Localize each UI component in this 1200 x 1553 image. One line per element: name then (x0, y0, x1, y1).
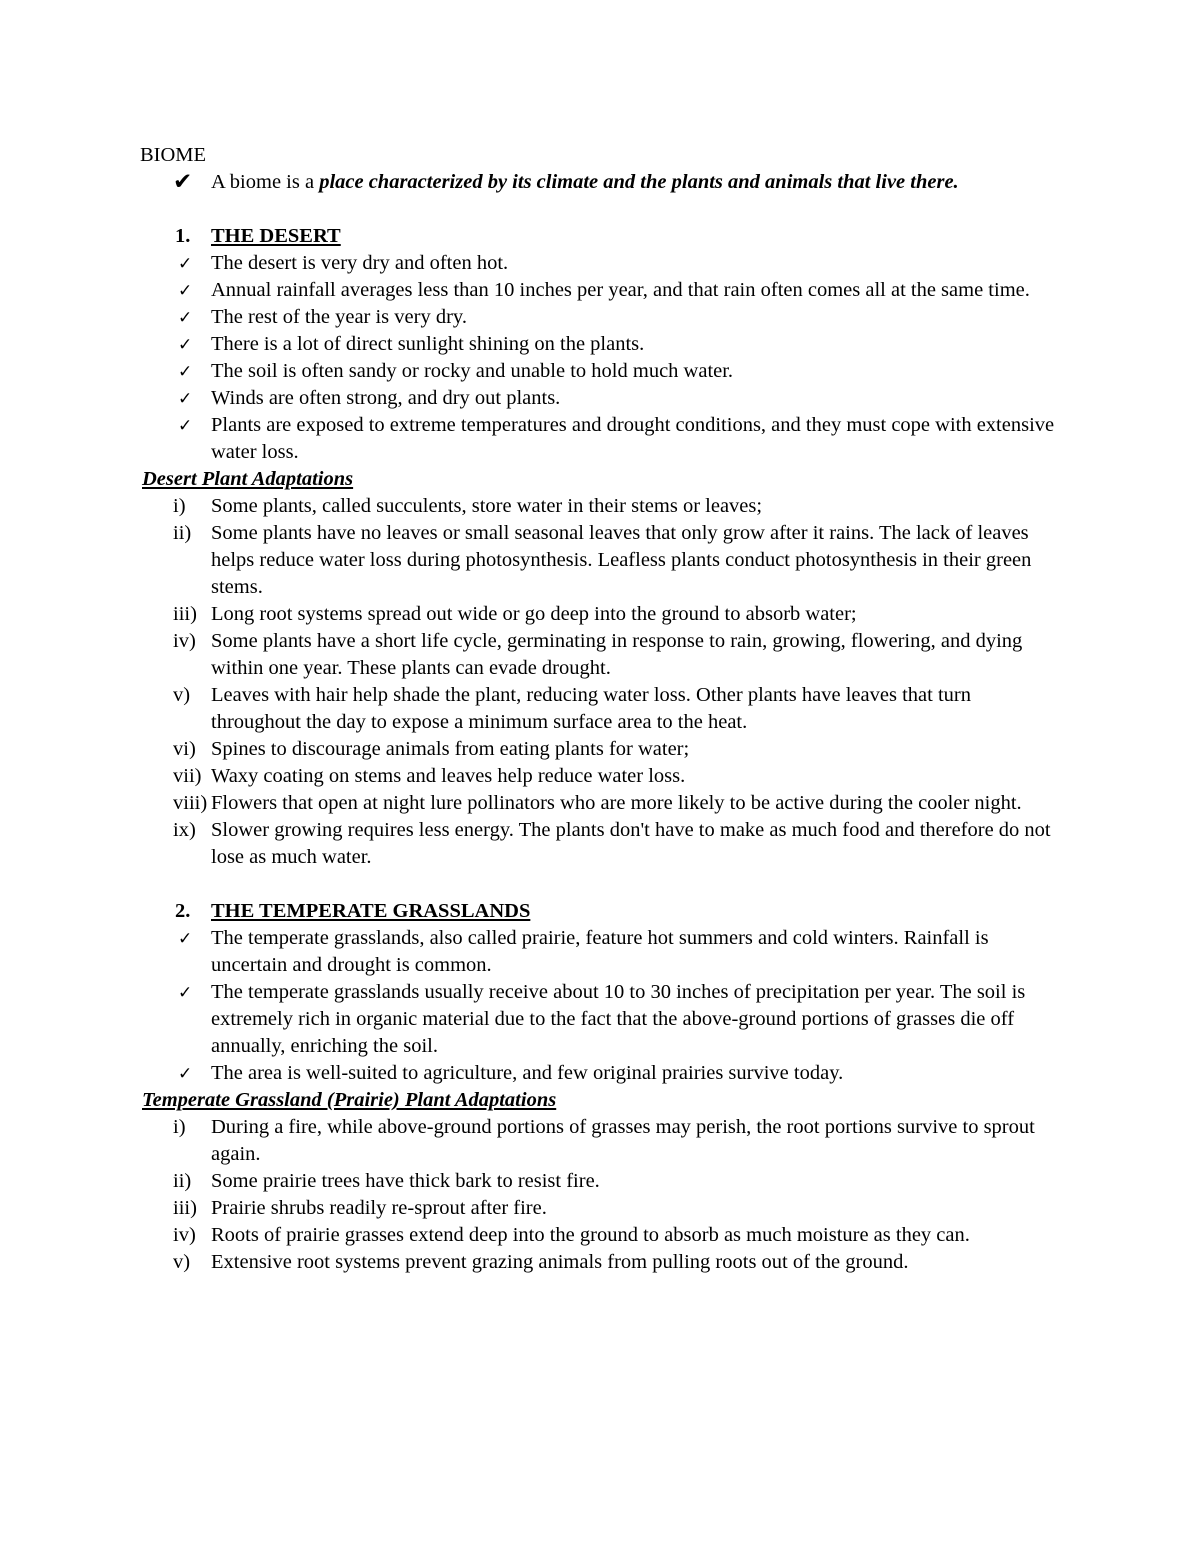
item-text: Long root systems spread out wide or go deep into the ground to absorb water; (211, 603, 857, 625)
section-title: THE TEMPERATE GRASSLANDS (211, 900, 531, 922)
fact-text: The soil is often sandy or rocky and unable to hold much water. (211, 360, 734, 382)
fact-item (0, 331, 1200, 358)
item-text: Extensive root systems prevent grazing animals from pulling roots out of the ground. (211, 1251, 909, 1273)
item-text: Some prairie trees have thick bark to resist fire. (211, 1170, 600, 1192)
fact-item (0, 979, 1200, 1060)
item-label: iv) (173, 630, 196, 652)
adaptation-item (0, 817, 1200, 871)
section-heading (0, 898, 1200, 925)
fact-item (0, 277, 1200, 304)
adaptations-heading: Temperate Grassland (Prairie) Plant Adaptations (142, 1089, 557, 1111)
checkmark-icon: ✓ (178, 362, 193, 381)
fact-item (0, 412, 1200, 466)
fact-item (0, 925, 1200, 979)
checkmark-icon: ✔ (173, 169, 193, 194)
item-label: vii) (173, 765, 202, 787)
item-text: Flowers that open at night lure pollinators who are more likely to be active during the cooler night. (211, 792, 1022, 814)
adaptation-item (0, 1249, 1200, 1276)
intro-lead: A biome is a (211, 171, 320, 193)
fact-text: The temperate grasslands, also called prairie, feature hot summers and cold winters. Rainfall is uncertain and drought is common. (211, 927, 989, 976)
fact-text: Winds are often strong, and dry out plants. (211, 387, 561, 409)
adaptation-item (0, 1222, 1200, 1249)
adaptations-heading: Desert Plant Adaptations (142, 468, 354, 490)
item-text: Roots of prairie grasses extend deep into the ground to absorb as much moisture as they can. (211, 1224, 970, 1246)
intro-item (0, 169, 1200, 196)
item-text: Waxy coating on stems and leaves help reduce water loss. (211, 765, 686, 787)
fact-text: The desert is very dry and often hot. (211, 252, 509, 274)
fact-item (0, 304, 1200, 331)
item-label: iii) (173, 1197, 197, 1219)
fact-text: The area is well-suited to agriculture, and few original prairies survive today. (211, 1062, 844, 1084)
document-title: BIOME (140, 144, 207, 166)
item-text: Slower growing requires less energy. The plants don't have to make as much food and therefore do not lose as much water. (211, 819, 1051, 868)
fact-item (0, 385, 1200, 412)
item-label: vi) (173, 738, 196, 760)
item-text: Leaves with hair help shade the plant, reducing water loss. Other plants have leaves that turn throughout the day to expose a minimum surface area to the heat. (211, 684, 971, 733)
checkmark-icon: ✓ (178, 983, 193, 1002)
fact-item (0, 358, 1200, 385)
checkmark-icon: ✓ (178, 308, 193, 327)
item-label: ii) (173, 522, 192, 544)
content (0, 169, 1200, 1276)
checkmark-icon: ✓ (178, 389, 193, 408)
item-text: Some plants, called succulents, store water in their stems or leaves; (211, 495, 763, 517)
adaptation-item (0, 682, 1200, 736)
item-label: ix) (173, 819, 196, 841)
section-heading (0, 223, 1200, 250)
item-label: iv) (173, 1224, 196, 1246)
item-text: Some plants have no leaves or small seasonal leaves that only grow after it rains. The lack of leaves helps reduce water loss during photosynthesis. Leafless plants conduct photosynthesis in their green stems. (211, 522, 1032, 598)
fact-text: There is a lot of direct sunlight shining on the plants. (211, 333, 645, 355)
fact-text: Annual rainfall averages less than 10 inches per year, and that rain often comes all at the same time. (211, 279, 1030, 301)
fact-item (0, 250, 1200, 277)
adaptation-item (0, 601, 1200, 628)
item-text: Some plants have a short life cycle, germinating in response to rain, growing, flowering, and dying within one year. These plants can evade drought. (211, 630, 1023, 679)
adaptation-item (0, 1168, 1200, 1195)
checkmark-icon: ✓ (178, 254, 193, 273)
item-text: Prairie shrubs readily re-sprout after fire. (211, 1197, 547, 1219)
section-number: 2. (175, 900, 191, 922)
checkmark-icon: ✓ (178, 929, 193, 948)
adaptation-item (0, 763, 1200, 790)
adaptation-item (0, 1195, 1200, 1222)
item-label: v) (173, 684, 191, 706)
section-number: 1. (175, 225, 191, 247)
item-label: ii) (173, 1170, 192, 1192)
adaptation-item (0, 790, 1200, 817)
intro-emphasis: place characterized by its climate and the plants and animals that live there. (319, 171, 959, 193)
fact-text: The rest of the year is very dry. (211, 306, 467, 328)
fact-text: The temperate grasslands usually receive about 10 to 30 inches of precipitation per year. The soil is extremely rich in organic material due to the fact that the above-ground portions of grasses die off annually, enriching the soil. (211, 981, 1026, 1057)
adaptation-item (0, 1114, 1200, 1168)
item-text: Spines to discourage animals from eating plants for water; (211, 738, 690, 760)
checkmark-icon: ✓ (178, 1064, 193, 1083)
fact-item (0, 1060, 1200, 1087)
item-label: i) (173, 1116, 186, 1138)
adaptation-item (0, 628, 1200, 682)
item-label: v) (173, 1251, 191, 1273)
checkmark-icon: ✓ (178, 335, 193, 354)
adaptation-item (0, 520, 1200, 601)
item-text: During a fire, while above-ground portions of grasses may perish, the root portions survive to sprout again. (211, 1116, 1035, 1165)
checkmark-icon: ✓ (178, 281, 193, 300)
item-label: i) (173, 495, 186, 517)
section-title: THE DESERT (211, 225, 341, 247)
adaptation-item (0, 736, 1200, 763)
adaptation-item (0, 493, 1200, 520)
fact-text: Plants are exposed to extreme temperatures and drought conditions, and they must cope with extensive water loss. (211, 414, 1055, 463)
item-label: viii) (173, 792, 208, 814)
item-label: iii) (173, 603, 197, 625)
checkmark-icon: ✓ (178, 416, 193, 435)
